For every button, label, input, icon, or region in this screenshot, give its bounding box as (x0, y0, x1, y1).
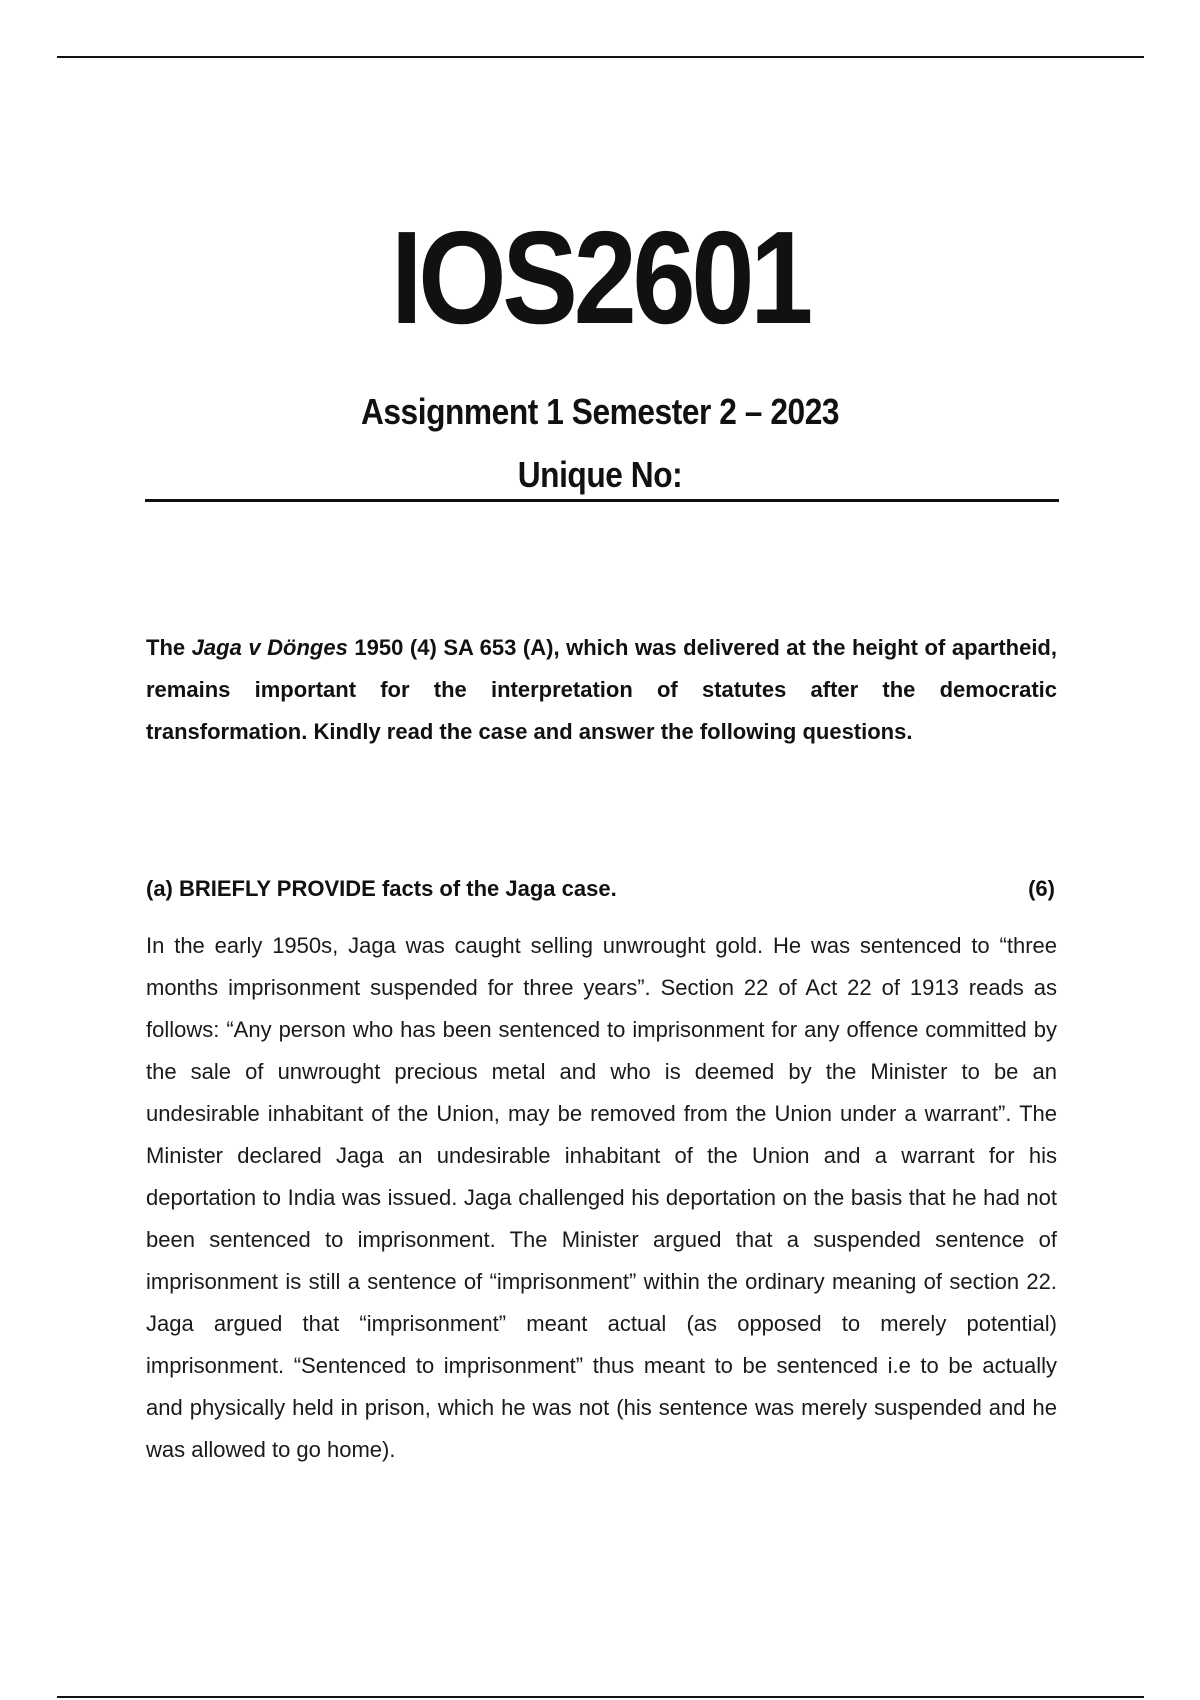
intro-lead: The (146, 635, 192, 660)
course-code-title: IOS2601 (390, 204, 809, 351)
unique-number-label: Unique No: (517, 454, 683, 495)
question-a-marks: (6) (1028, 876, 1055, 901)
question-a-label: (a) BRIEFLY PROVIDE facts of the Jaga case. (146, 876, 617, 901)
top-divider (57, 56, 1144, 58)
case-name: Jaga v Dönges (191, 635, 348, 660)
question-a-answer: In the early 1950s, Jaga was caught selling unwrought gold. He was sentenced to “three months imprisonment suspended for three years”. Section 22 of Act 22 of 1913 reads as follows: “Any person who has been sentenced to imprisonment for any offence committed by the sale of unwrought precious metal and who is deemed by the Minister to be an undesirable inhabitant of the Union, may be removed from the Union under a warrant”. The Minister declared Jaga an undesirable inhabitant of the Union and a warrant for his deportation to India was issued. Jaga challenged his deportation on the basis that he had not been sentenced to imprisonment. The Minister argued that a suspended sentence of imprisonment is still a sentence of “imprisonment” within the ordinary meaning of section 22. Jaga argued that “imprisonment” meant actual (as opposed to merely potential) imprisonment. “Sentenced to imprisonment” thus meant to be sentenced i.e to be actually and physically held in prison, which he was not (his sentence was merely suspended and he was allowed to go home). (146, 933, 1057, 1462)
bottom-divider (57, 1696, 1144, 1698)
question-a-heading (146, 870, 1057, 908)
title-underline (145, 499, 1059, 502)
assignment-subtitle: Assignment 1 Semester 2 – 2023 (360, 391, 840, 432)
intro-rest: 1950 (4) SA 653 (A), which was delivered at the height of apartheid, remains important for the interpretation of statutes after the democratic transformation. Kindly read the case and answer the following questions. (146, 635, 1057, 744)
intro-paragraph (146, 627, 1057, 753)
